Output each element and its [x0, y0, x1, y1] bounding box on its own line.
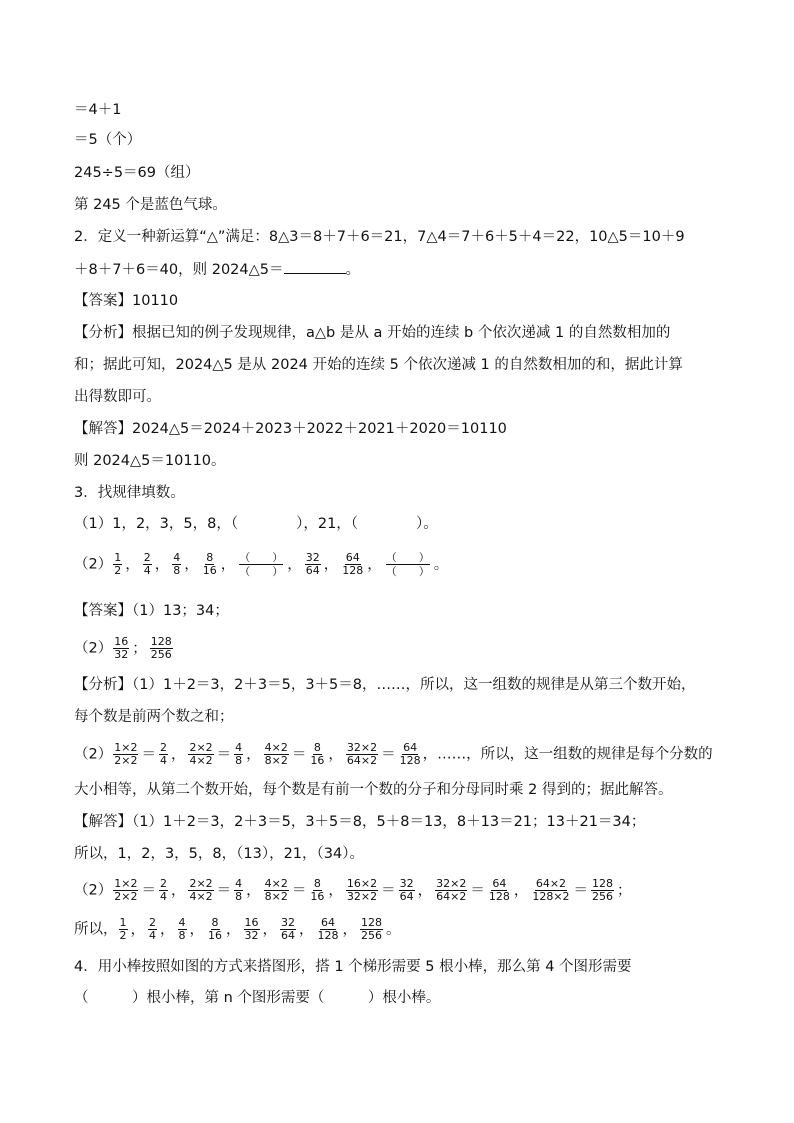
denominator: 128×2	[532, 890, 570, 903]
punctuation: ，	[246, 746, 261, 763]
denominator: 64	[281, 929, 295, 942]
answer-blank	[284, 259, 346, 274]
fraction	[360, 917, 383, 942]
punctuation: ，	[170, 882, 186, 899]
fraction	[159, 878, 168, 903]
denominator: 8	[235, 890, 243, 903]
punctuation: ，	[189, 921, 204, 938]
punctuation: ，	[342, 921, 357, 938]
fraction	[591, 878, 614, 903]
denominator: 4	[149, 929, 156, 942]
numerator: 16×2	[346, 877, 378, 890]
punctuation: ，	[246, 882, 261, 899]
part-label: （2）	[74, 556, 113, 573]
numerator: 64	[321, 916, 335, 929]
fraction	[113, 878, 138, 903]
numerator: 4	[178, 916, 186, 929]
fraction	[207, 917, 223, 942]
fraction	[280, 917, 296, 942]
fraction	[346, 742, 378, 767]
denominator: 32	[114, 648, 129, 661]
denominator: 16	[310, 754, 325, 767]
denominator: 128	[399, 754, 421, 767]
equals-sign: ＝	[381, 882, 396, 899]
numerator: 2	[143, 551, 151, 564]
numerator: 128	[592, 877, 614, 890]
blank-numerator: （ ）	[385, 551, 430, 564]
numerator: 8	[206, 551, 214, 564]
equals-sign: ＝	[141, 882, 156, 899]
calc-line-2: ＝5（个）	[74, 132, 142, 148]
question-2-analysis-2: 和；据此可知，2024△5 是从 2024 开始的连续 5 个依次递减 1 的自然数相加的和，据此计算	[74, 357, 683, 373]
fraction	[399, 742, 422, 767]
numerator: 64×2	[535, 877, 567, 890]
equals-sign: ＝	[216, 882, 232, 899]
question-3-analysis-3	[74, 742, 713, 767]
question-3-answer-2	[74, 636, 174, 661]
punctuation: ，	[417, 882, 433, 899]
numerator: 1	[114, 551, 122, 564]
denominator: 128	[488, 890, 510, 903]
question-3-analysis-4: 大小相等，从第二个数开始，每个数是有前一个数的分子和分母同时乘 2 得到的；据此解答。	[74, 782, 673, 798]
equals-sign: ＝	[291, 882, 307, 899]
punctuation: 。	[433, 556, 449, 573]
denominator: 4×2	[189, 754, 213, 767]
part-label: （2）	[74, 882, 113, 899]
punctuation: ；	[132, 640, 147, 657]
numerator: 8	[211, 916, 219, 929]
punctuation: ，	[323, 556, 339, 573]
numerator: 32×2	[346, 741, 378, 754]
equals-sign: ＝	[141, 746, 156, 763]
fraction	[435, 878, 467, 903]
blank-fraction	[386, 551, 430, 578]
sequence-fractions	[112, 551, 450, 578]
denominator: 4	[159, 890, 167, 903]
numerator: 64	[345, 551, 360, 564]
denominator: 8×2	[264, 890, 288, 903]
punctuation: 。	[386, 921, 401, 938]
fraction	[531, 878, 570, 903]
fraction	[234, 878, 243, 903]
numerator: 1	[119, 916, 127, 929]
denominator: 4	[143, 564, 151, 577]
denominator: 32	[244, 929, 259, 942]
fraction	[159, 742, 168, 767]
question-2-solution-1: 【解答】2024△5＝2024＋2023＋2022＋2021＋2020＝10110	[74, 421, 507, 437]
fraction	[341, 552, 364, 577]
fraction	[143, 552, 152, 577]
numerator: 32	[305, 551, 320, 564]
denominator: 2	[119, 929, 127, 942]
numerator: 64	[403, 741, 418, 754]
fraction	[119, 917, 128, 942]
punctuation: ，	[287, 556, 302, 573]
question-2-line-1: 2．定义一种新运算“△”满足：8△3＝8＋7＋6＝21，7△4＝7＋6＋5＋4＝22，10△5＝10＋9	[74, 229, 685, 245]
punctuation: ，	[262, 921, 277, 938]
fraction	[264, 878, 289, 903]
fraction	[172, 552, 181, 577]
denominator: 64	[305, 564, 320, 577]
denominator: 2×2	[114, 754, 138, 767]
blank-fraction	[239, 551, 283, 578]
question-3-solution-2: 所以，1，2，3，5，8，（13），21，（34）。	[74, 846, 364, 862]
denominator: 256	[592, 890, 614, 903]
calc-line-1: ＝4＋1	[74, 102, 122, 118]
question-4-line-2: （ ）根小棒，第 n 个图形需要（ ）根小棒。	[74, 990, 441, 1006]
conclusion-line: 第 245 个是蓝色气球。	[74, 197, 227, 213]
denominator: 16	[208, 929, 222, 942]
fraction	[148, 917, 157, 942]
numerator: 16	[114, 635, 129, 648]
blank-denominator: （ ）	[385, 565, 430, 578]
question-2-line-2	[74, 259, 360, 280]
fraction	[317, 917, 340, 942]
numerator: 8	[313, 741, 321, 754]
analysis-tail: ，……，所以，这一组数的规律是每个分数的	[422, 746, 713, 763]
numerator: 4×2	[264, 741, 288, 754]
question-2-answer: 【答案】10110	[74, 293, 179, 309]
question-3-part-2	[74, 551, 450, 578]
fraction	[188, 742, 213, 767]
fraction	[244, 917, 260, 942]
punctuation: ，	[184, 556, 199, 573]
question-2-solution-2: 则 2024△5＝10110。	[74, 453, 226, 469]
denominator: 2	[114, 564, 122, 577]
fraction	[305, 552, 321, 577]
fraction	[488, 878, 511, 903]
equals-sign: ＝	[216, 746, 232, 763]
numerator: 4	[173, 551, 181, 564]
fraction	[202, 552, 218, 577]
fraction	[113, 636, 129, 661]
fraction	[113, 552, 122, 577]
question-3-solution-3	[74, 878, 634, 903]
denominator: 8×2	[264, 754, 288, 767]
numerator: 1×2	[114, 877, 138, 890]
fraction	[178, 917, 187, 942]
part-label: （2）	[74, 640, 113, 657]
fraction	[346, 878, 378, 903]
denominator: 64×2	[436, 890, 467, 903]
final-sequence	[118, 916, 403, 942]
punctuation: ，	[160, 921, 175, 938]
numerator: 32	[281, 916, 295, 929]
blank-numerator: （ ）	[239, 551, 284, 564]
punctuation: ；	[617, 882, 632, 899]
numerator: 32	[399, 877, 414, 890]
part-label: （2）	[74, 746, 113, 763]
numerator: 2×2	[189, 877, 213, 890]
fraction	[309, 742, 325, 767]
solution-equations	[112, 877, 633, 903]
equals-sign: ＝	[470, 882, 485, 899]
question-3-analysis-1: 【分析】（1）1＋2＝3，2＋3＝5，3＋5＝8，……，所以，这一组数的规律是从第三个数开始，	[74, 677, 696, 693]
numerator: 4	[235, 741, 243, 754]
denominator: 4×2	[189, 890, 213, 903]
denominator: 16	[202, 564, 217, 577]
punctuation: ，	[367, 556, 382, 573]
punctuation: ，	[328, 882, 343, 899]
fraction	[113, 742, 138, 767]
question-3-answer-1: 【答案】（1）13；34；	[74, 603, 229, 619]
denominator: 64×2	[346, 754, 378, 767]
denominator: 8	[178, 929, 186, 942]
denominator: 64	[399, 890, 414, 903]
question-2-analysis-3: 出得数即可。	[74, 389, 161, 405]
numerator: 64	[492, 877, 507, 890]
punctuation: ，	[299, 921, 314, 938]
equals-sign: ＝	[573, 882, 589, 899]
denominator: 2×2	[114, 890, 138, 903]
question-2-text: ＋8＋7＋6＝40，则 2024△5＝	[74, 262, 284, 278]
punctuation: ，	[226, 921, 241, 938]
question-3-solution-4	[74, 917, 403, 942]
fraction	[188, 878, 213, 903]
denominator: 4	[159, 754, 167, 767]
numerator: 2	[159, 741, 167, 754]
numerator: 128	[150, 635, 172, 648]
denominator: 128	[317, 929, 339, 942]
question-3-analysis-2: 每个数是前两个数之和；	[74, 709, 234, 725]
equals-sign: ＝	[291, 746, 307, 763]
numerator: 128	[361, 916, 382, 929]
denominator: 32×2	[346, 890, 378, 903]
denominator: 8	[173, 564, 181, 577]
punctuation: ，	[220, 556, 236, 573]
denominator: 8	[235, 754, 243, 767]
equals-sign: ＝	[381, 746, 396, 763]
numerator: 8	[313, 877, 321, 890]
numerator: 2	[159, 877, 167, 890]
numerator: 2	[149, 916, 156, 929]
analysis-equations	[112, 741, 422, 767]
denominator: 256	[361, 929, 382, 942]
question-4-line-1: 4．用小棒按照如图的方式来搭图形，搭 1 个梯形需要 5 根小棒，那么第 4 个图形需要	[74, 959, 632, 975]
fraction	[399, 878, 415, 903]
solution-prefix: 所以，	[74, 921, 118, 938]
numerator: 4×2	[264, 877, 288, 890]
question-3-title: 3．找规律填数。	[74, 485, 185, 501]
numerator: 1×2	[114, 741, 138, 754]
question-3-solution-1: 【解答】（1）1＋2＝3，2＋3＝5，3＋5＝8，5＋8＝13，8＋13＝21；13＋21＝34；	[74, 814, 646, 830]
question-2-analysis-1: 【分析】根据已知的例子发现规律，a△b 是从 a 开始的连续 b 个依次递减 1 的自然数相加的	[74, 325, 671, 341]
answer-fractions	[112, 635, 174, 661]
calc-line-3: 245÷5＝69（组）	[74, 165, 200, 181]
punctuation: ，	[154, 556, 170, 573]
denominator: 128	[342, 564, 364, 577]
punctuation: ，	[513, 882, 529, 899]
denominator: 16	[310, 890, 325, 903]
punctuation: ，	[328, 746, 343, 763]
fraction	[264, 742, 289, 767]
numerator: 32×2	[436, 877, 467, 890]
fraction	[234, 742, 243, 767]
fraction	[150, 636, 173, 661]
question-3-part-1: （1）1，2，3，5，8，（ ），21，（ ）。	[74, 516, 438, 532]
punctuation: ，	[170, 746, 186, 763]
fraction	[309, 878, 325, 903]
numerator: 16	[244, 916, 259, 929]
question-2-end: 。	[345, 262, 361, 278]
blank-denominator: （ ）	[239, 565, 284, 578]
numerator: 4	[235, 877, 243, 890]
punctuation: ，	[125, 556, 140, 573]
numerator: 2×2	[189, 741, 213, 754]
denominator: 256	[150, 648, 172, 661]
punctuation: ，	[130, 921, 145, 938]
